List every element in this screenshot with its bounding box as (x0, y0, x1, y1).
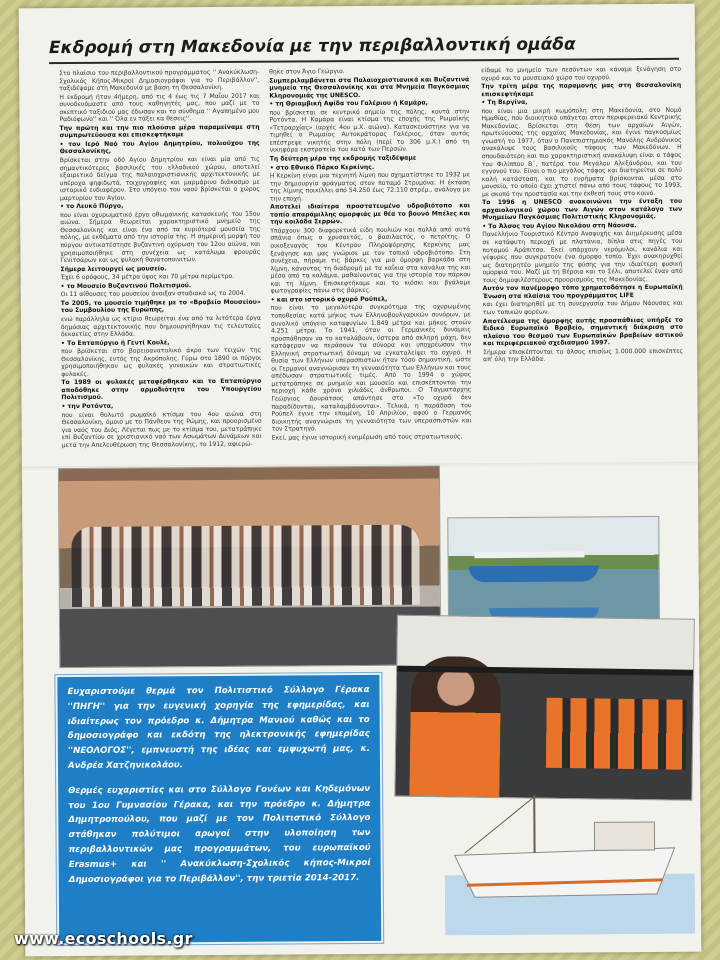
article-column-2 (269, 67, 472, 460)
group-photo-people (71, 525, 420, 607)
lake-boat-canopy (475, 551, 585, 558)
article-paragraph: Αποτέλεσμα της όμορφης αυτής προσπάθειας υπήρξε το Ειδικό Ευρωπαϊκό Βραβείο, σημαντική διάκριση στο πλαίσιο του θεσμού των Ευρωπαϊκών βραβείων αστικού και περιφερειακού σχεδιασμού 1997. (482, 316, 684, 348)
article-paragraph: Πανελλήνιο Τουριστικό Κέντρο Αναψυχής και Διημέρευσης μέσα σε κατάφυτη περιοχή με πλατάνια, δίπλα στις πηγές του ποταμού Αράπιτσα. Εκεί υπάρχουν νερόμυλοι, κανάλια και γέφυρες που συγκροτούν ένα όμορφο τοπίο. Έχει ανακηρυχθεί ως διατηρητέο μνημείο της φύσης για την ιδιαίτερη φυσική ομορφιά του. Μαζί με τη Βέροια και το Σέλι, αποτελεί έναν από τους δημοφιλέστερους προορισμούς της Μακεδονίας. (482, 230, 683, 284)
article-paragraph: ενώ παράλληλα ως κτίριο θεωρείται ένα από τα λιτότερα έργα δημόσιας αρχιτεκτονικής που δημιουργήθηκαν τις τελευταίες δεκαετίες στην Ελλάδα. (60, 314, 261, 339)
article-paragraph: Την πρώτη και την πιο πλούσια μέρα παραμείναμε στη συμπρωτεύουσα και επισκεφτήκαμε (59, 123, 260, 140)
ship-hull (455, 848, 675, 898)
article-paragraph: Βρίσκεται στην οδό Αγίου Δημητρίου και είναι μία από τις σημαντικότερες βασιλικές του ελλαδικού χώρου, αποτελεί εξαιρετικό δείγμα της παλαιοχριστιανικής αρχιτεκτονικής με υπέροχα ψηφιδωτά, τοιχογραφίες και μαρμάρινο διάκοσμο με ιστορικό ενδιαφέρον. Στο υπόγειο του ναού βρίσκεται ο χώρος μαρτυρίου του Αγίου. (59, 155, 260, 202)
article-paragraph: που είναι οχυρωματικό έργο οθωμανικής κατασκευής του 15ου αιώνα. Σήμερα θεωρείται χαρακτηριστικό μνημείο της Θεσσαλονίκης και είναι ένα από τα κυριότερα μουσεία της πόλης, με εκθέματα από την ιστορία της. Η σημερινή μορφή του πύργου αντικατέστησε βυζαντινή οχύρωση του 12ου αιώνα, και χρησιμοποιήθηκε στη συνέχεια ως κατάλυμα φρουράς Γενιτσάρων και ως φυλακή θανατοποινιτών. (60, 210, 261, 265)
article-paragraph: Το 2005, το μουσείο τιμήθηκε με το «Βραβείο Μουσείου» του Συμβουλίου της Ευρώπης, (60, 298, 261, 315)
article-paragraph: που είναι θολωτό ρωμαϊκό κτίσμα του 4ου αιώνα στη Θεσσαλονίκη, όμοιο με το Πάνθεον της Ρώμης, και προορισμένο για ναός του Διός. Λέγεται πως με το κτίσμα του, μετατράπηκε επί Βυζαντίου σε χριστιανικό ναό των Ασωμάτων Δυνάμεων και μετά την Απελευθέρωση της Θεσσαλονίκης, το 1912, αφιερώ- (61, 410, 262, 449)
article-paragraph: • το Μουσείο Βυζαντινού Πολιτισμού. (60, 281, 192, 290)
article-paragraph: και έχει διατηρηθεί με τη συνεργασία του Δήμου Νάουσας και των τοπικών φορέων. (482, 300, 683, 317)
article-paragraph: είδαμε το μνημείο των πεσόντων και κάναμε ξενάγηση στο οχυρό και το μουσειακό χώρο του οχυρού. (481, 65, 682, 82)
article-paragraph: Σήμερα λειτουργεί ως μουσείο. (60, 265, 167, 273)
article-paragraph: • Τη Βεργίνα, (481, 99, 528, 107)
students-on-boat-photo (394, 615, 695, 801)
article-title: Εκδρομή στη Μακεδονία με την περιβαλλοντική ομάδα (49, 34, 679, 64)
article-paragraph: • στο Εθνικό Πάρκο Κερκίνης. (269, 163, 375, 172)
group-photo-floor (60, 606, 440, 667)
article-paragraph: Έχει 6 ορόφους, 34 μέτρα ύψος και 70 μέτρα περίμετρο. (60, 273, 235, 282)
article-column-1 (59, 69, 262, 462)
article-paragraph: Υπάρχουν 300 διαφορετικά είδη πουλιών και πολλά από αυτά σπάνια όπως ο χρυσαετός, ο βασιλαετός, ο πετρίτης. Ο οικοξεναγός του Κέντρου Πληροφόρησης Κερκίνης μας ξενάγησε και μας γνώρισε με τον τοπικό υδροβιότοπο. Στη συνέχεια, πήραμε τις βάρκες για μια όμορφη βαρκάδα στη λίμνη, κάνοντας τη διαδρομή με τα καΐκια στα κανάλια της και μέσα από τα καλάμια, μαθαίνοντας για την ιστορία του πάρκου και τη λίμνη. Επισκεφτήκαμε και το κιόσκι και βγάλαμε φωτογραφίες πάνω στις βάρκες. (270, 226, 471, 295)
article-paragraph: Στο πλαίσιο του περιβαλλοντικού προγράμματος '' Ανακύκλωση-Σχολικός Κήπος-Μικροί Δημοσιογράφοι για το Περιβάλλον'', ταξιδέψαμε στη Μακεδονία με βάση τη Θεσσαλονίκη. (59, 68, 260, 93)
ship-cabin (594, 822, 654, 850)
girl-in-life-jacket (409, 656, 501, 797)
article-paragraph: • την Ροτόντα, (61, 402, 114, 411)
article-column-3 (481, 66, 684, 549)
article-paragraph: • τη Θριαμβική Αψίδα του Γαλέριου ή Καμάρα, (269, 99, 428, 108)
article-paragraph: Το 1996 η UNESCO ανακοινώνει την ένταξη του αρχαιολογικού χώρου των Αιγών στον κατάλογο των Μνημείων Παγκόσμιας Πολιτιστικής Κληρονομιάς. (482, 198, 683, 222)
article-paragraph: Οι 11 αίθουσες του μουσείου άνοιξαν σταδιακά ως το 2004. (60, 290, 246, 299)
thanks-paragraph-1: Ευχαριστούμε θερμά τον Πολιτιστικό Σύλλογο Γέρακα ''ΠΗΓΗ'' για την ευγενική χορηγία της εφημερίδας, και ιδιαίτερως τον πρόεδρο κ. Δήμητρα Μανιού καθώς και το δημοσιογράφο και εκδότη της ηλεκτρονικής εφημερίδας ''ΝΕΟΛΟΓΟΣ'', εμπνευστή της ιδέας και εμψυχωτή μας, κ. Ανδρέα Χατζηνικολάου. (67, 684, 370, 772)
article-paragraph: που βρίσκεται στο βορειοανατολικό άκρο των τειχών της Θεσσαλονίκης, εντός της Ακρόπολης. Γύρω στο 1890 οι πύργοι χρησιμοποιήθηκαν ως φυλακές γυναικών και στρατιωτικές φυλακές. (61, 346, 262, 378)
article-paragraph: Την τρίτη μέρα της παραμονής μας στη Θεσσαλονίκη επισκεφτήκαμε (481, 81, 682, 98)
article-paragraph: Εκεί, μας έγινε ιστορική ενημέρωση από τους στρατιωτικούς, (271, 432, 463, 442)
article-paragraph: θηκε στον Άγιο Γεώργιο. (269, 68, 345, 76)
article-paragraph: που είναι το μεγαλύτερο συγκρότημα της οχυρωμένης τοποθεσίας κατά μήκος των Ελληνοβουλγαρικών συνόρων, με συνολικό υπόγειο καταφυγίων 1.849 μέτρα και μήκος στοών 4.251 μέτρα. Το 1941, όταν οι Γερμανικές δυνάμεις προσπάθησαν να το καταλάβουν, ύστερα από σκληρή μάχη, δεν κατάφεραν να περάσουν τα σύνορα και υποχρέωσαν την Ελληνική στρατιωτική δύναμη να εγκαταλείψει το οχυρό. Η θυσία των Ελλήνων υπερασπιστών ήταν τόσο σημαντική, ώστε οι Γερμανοί αναγνώρισαν τη γενναιότητα των Ελλήνων και τους απέδωσαν στρατιωτικές τιμές. Από το 1994 ο χώρος μετατράπηκε σε μνημείο και μουσείο και επισκέπτονται την περιοχή κάθε χρόνο χιλιάδες άνθρωποι. Ο Ταγματάρχης Γεώργιος Δουράτσος απάντησε στο «Το οχυρό δεν παραδίδονται, καταλαμβάνονται». Τελικά, η παράδοση του Ρούπελ έγινε την επομένη, 10 Απριλίου, αφού ο Γερμανός διοικητής αναγνώρισε τη γενναιότητα των υπερασπιστών και τον Στρατηγό. (270, 303, 472, 433)
newspaper-page (19, 4, 702, 957)
article-paragraph: Τη δεύτερη μέρα της εκδρομής ταξιδέψαμε (269, 154, 417, 163)
thanks-paragraph-2: Θερμές ευχαριστίες και στο Σύλλογο Γονέων και Κηδεμόνων του 1ου Γυμνασίου Γέρακα, και την πρόεδρο κ. Δήμητρα Δημητροπούλου, που μαζί με τον Πολιτιστικό Σύλλογο στάθηκαν πολύτιμοι αρωγοί στην υλοποίηση των περιβαλλοντικών μας προγραμμάτων, του ευρωπαϊκού Erasmus+ και '' Ανακύκλωση-Σχολικός κήπος-Μικροί Δημοσιογράφοι για το Περιβάλλον'', την τριετία 2014-2017. (68, 783, 371, 885)
article-paragraph: • Το Επταπύργιο ή Γεντί Κουλέ, (61, 338, 170, 347)
article-paragraph: • και στο ιστορικό οχυρό Ρούπελ, (270, 295, 388, 304)
article-paragraph: Η Κερκίνη είναι μια τεχνητή λίμνη που σχηματίστηκε το 1932 με την δημιουργία φράγματος στον ποταμό Στρυμόνα. Η έκταση της λίμνης ποικίλλει από 54.250 έως 72.110 στρέμ., ανάλογα με την εποχή. (269, 171, 471, 203)
article-paragraph: Συμπεριλαμβάνεται στα Παλαιοχριστιανικά και Βυζαντινά μνημεία της Θεσσαλονίκης και στα Μνημεία Παγκόσμιας Κληρονομιάς της UNESCO. (269, 75, 470, 100)
article-paragraph: Σήμερα επισκέπτονται το άλσος επισίως 1.000.000 επισκέπτες απ' όλη την Ελλάδα. (483, 347, 684, 364)
article-paragraph: που βρίσκεται σε κεντρικό σημείο της πόλης, κοντά στην Ροτόντα. Η Καμάρα είναι κτίσμα της εποχής της Ρωμαϊκής «Τετραρχίας» (αρχές 4ου μ.Χ. αιώνα). Κατασκευάστηκε για να τιμηθεί ο Ρωμαίος Αυτοκράτορας Γαλέριος, όταν αυτός επέστρεψε νικητής στην πόλη (περί το 306 μ.Χ.) από τη νικηφόρα εκστρατεία του κατά των Περσών. (269, 107, 470, 155)
group-photo (58, 465, 441, 668)
students-row (546, 698, 687, 770)
thanks-panel (55, 673, 383, 945)
article-paragraph: Η εκδρομή ήταν 4ήμερη, από τις 4 έως τις 7 Μαΐου 2017 και συνοδευόμαστε από τους καθηγητές μας, που μαζί με το σκεπτικό ταξιδιού μας έδωσαν και το σύνθημα '' Αγαπημένο μου Ραδιόφωνο'' και '' Όλα εν τάξει κα θέσεις''. (59, 92, 260, 124)
group-photo-wall (59, 466, 439, 481)
article-paragraph: • το Λευκό Πύργο, (60, 202, 124, 211)
ship-illustration (444, 784, 695, 936)
ship-rigging (464, 797, 534, 853)
watermark: www.ecoschools.gr (14, 929, 193, 948)
article-paragraph: • Το Άλσος του Αγίου Νικολάου στη Νάουσα. (482, 222, 637, 231)
article-paragraph: που είναι μια μικρή κωμόπολη στη Μακεδονία, στο Νομό Ημαθίας, που διοικητικά υπάγεται στον περιφερειακό Κεντρικής Μακεδονίας. Βρίσκεται στη θέση των αρχαίων Αιγών, πρωτεύουσας της αρχαίας Μακεδονίας, και έγινε παγκοσμίως γνωστή το 1977, όταν ο Πανεπιστημιακός Μανόλης Ανδρόνικος ανακάλυψε τους βασιλικούς τάφους των Μακεδόνων. Η σπουδαιότερη και πιο χαρακτηριστική ανακάλυψη είναι ο τάφος του Φιλίππου Β΄, πατέρα του Μεγάλου Αλεξάνδρου, και του εγγονού του. Είναι ο πιο μεγάλος τάφος και διατηρείται σε πολύ καλή κατάσταση, και το ευρήματα βρίσκονται μέσα στο μουσείο, το οποίο έχει χτιστεί πάνω από τους τάφους το 1993, με σκοπό την προστασία και την έκθεσή τους στο κοινό. (481, 106, 682, 198)
lake-boat (469, 565, 599, 582)
article-paragraph: Αυτόν τον πανέμορφο τόπο χρηματοδότησε η Ευρωπαϊκή Ένωση στα πλαίσια του προγράμματος LIFE (482, 284, 683, 300)
lake-boats-photo (447, 516, 660, 627)
article-paragraph: Το 1989 οι φυλακές μεταφέρθηκαν και το Επταπύργιο αποδόθηκε στην αρμοδιότητα του Υπουργείου Πολιτισμού. (61, 378, 262, 402)
article-paragraph: Αποτελεί ιδιαίτερα προστατευμένο υδροβιότοπο και τοπίο απαράμιλλης ομορφιάς με θέα το βουνό Μπέλες και την κοιλάδα Σερρών. (270, 202, 471, 227)
article-paragraph: • τον Ιερό Ναό του Αγίου Δημητρίου, πολιούχου της Θεσσαλονίκης, (59, 139, 260, 156)
